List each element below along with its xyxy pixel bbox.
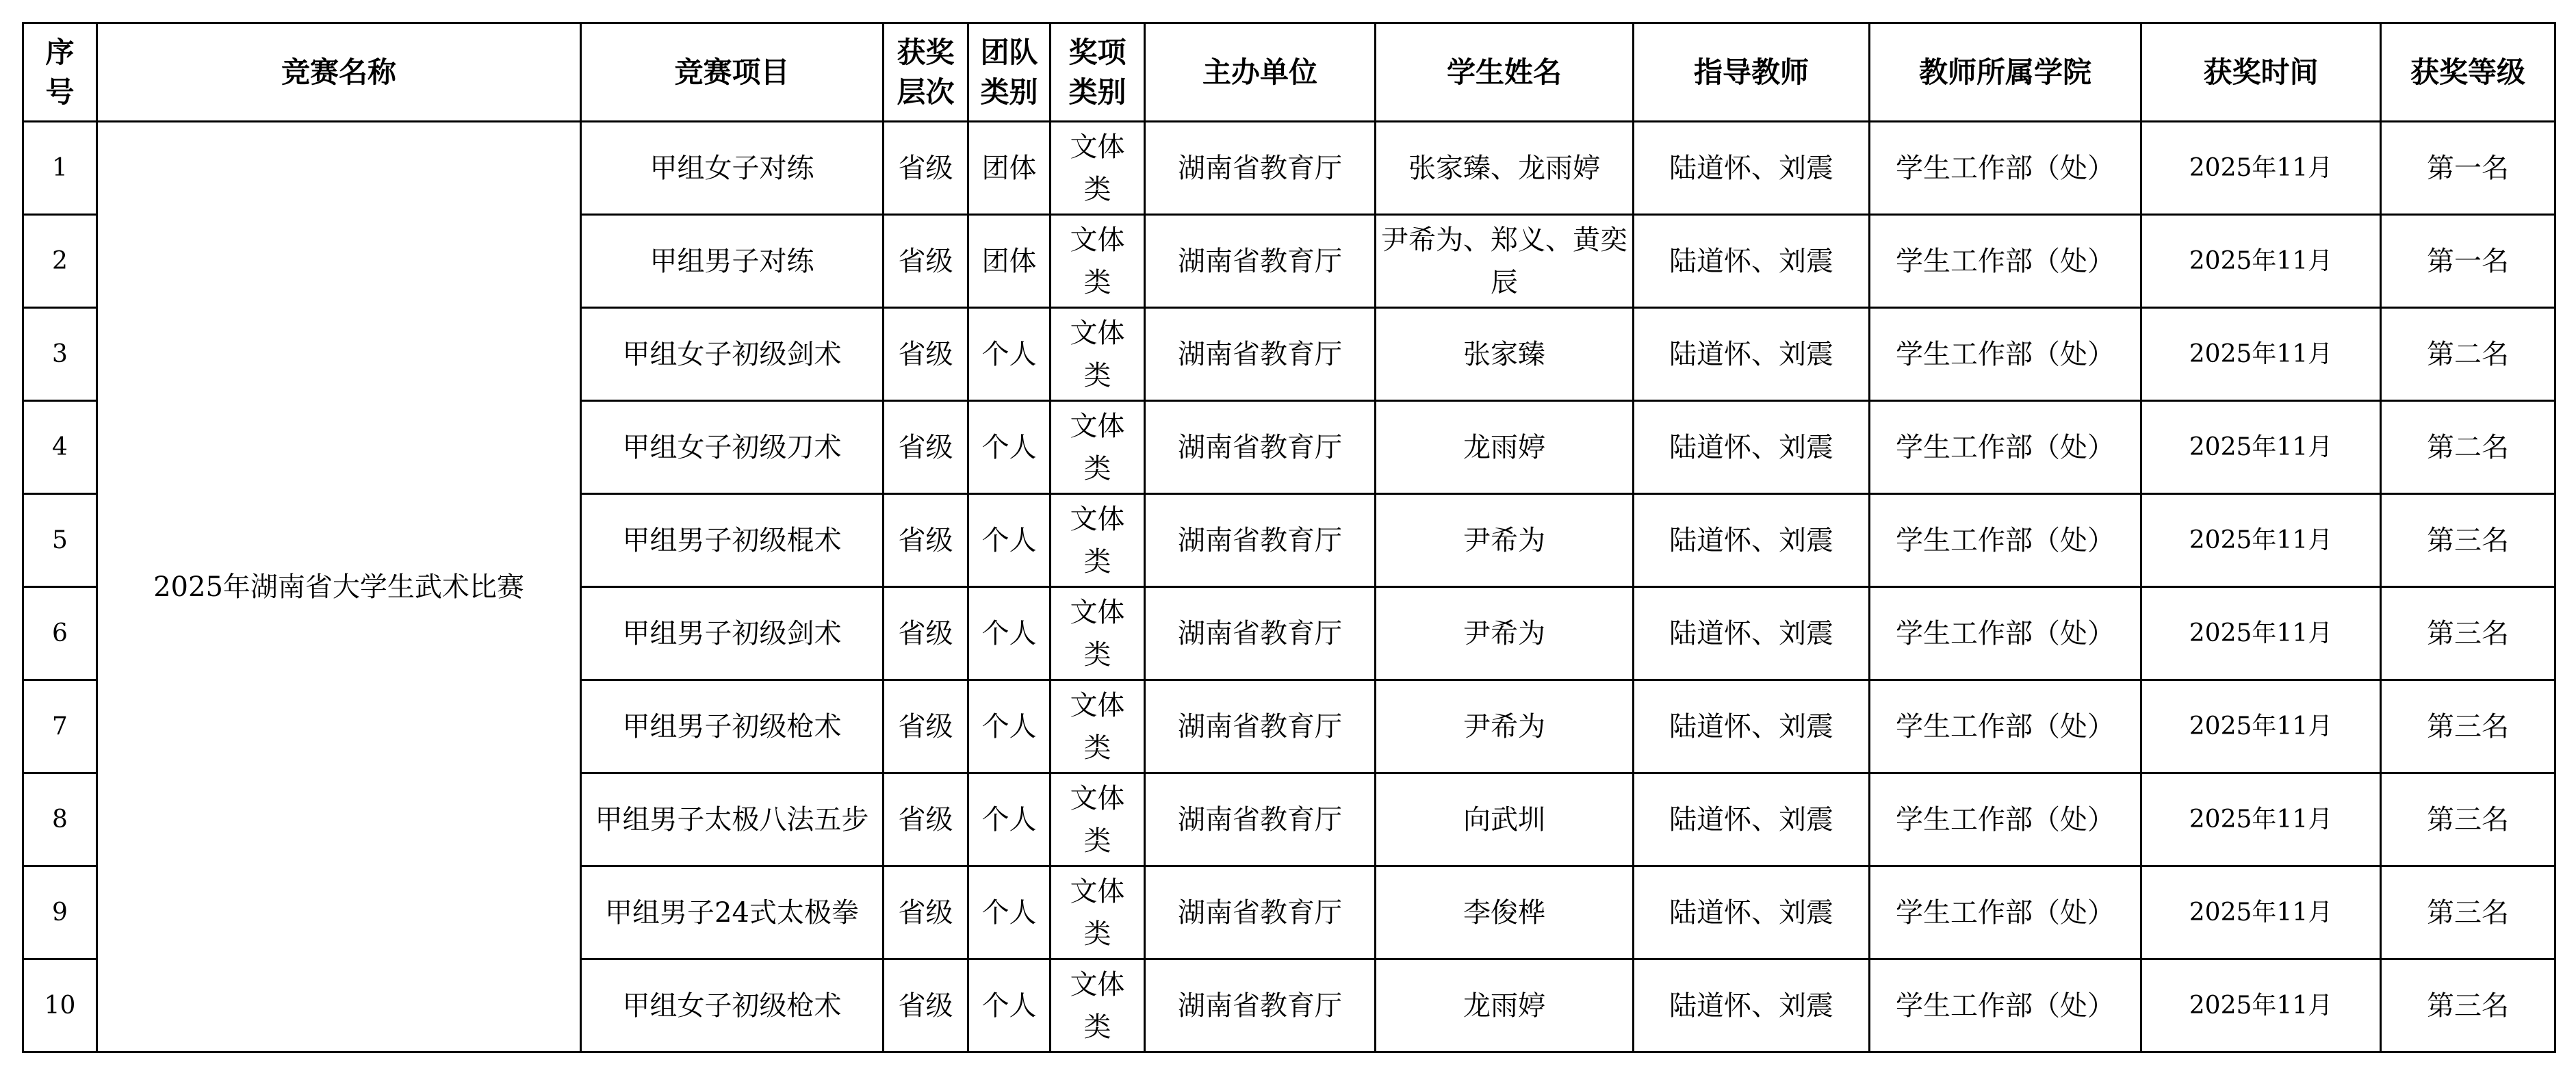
header-index-line1: 序	[45, 35, 75, 69]
cell-award-time: 2025年11月	[2141, 587, 2381, 680]
header-row	[23, 23, 2555, 122]
cell-competition-item: 甲组女子初级枪术	[581, 959, 884, 1052]
cell-advisor-college: 学生工作部（处）	[1870, 680, 2141, 773]
header-competition-name: 竞赛名称	[97, 23, 581, 122]
award-category-line: 文体	[1070, 689, 1125, 721]
cell-index: 3	[23, 308, 97, 401]
header-student-name: 学生姓名	[1376, 23, 1634, 122]
cell-advisor: 陆道怀、刘震	[1634, 587, 1870, 680]
cell-index: 8	[23, 773, 97, 866]
cell-competition-item: 甲组女子对练	[581, 122, 884, 215]
cell-award-category	[1051, 308, 1145, 401]
cell-student-name: 龙雨婷	[1376, 401, 1634, 494]
cell-award-rank: 第三名	[2381, 680, 2555, 773]
award-category-line: 类	[1083, 638, 1111, 671]
cell-organizer: 湖南省教育厅	[1145, 215, 1376, 308]
cell-award-time: 2025年11月	[2141, 866, 2381, 959]
cell-student-name: 李俊桦	[1376, 866, 1634, 959]
cell-student-name: 张家臻、龙雨婷	[1376, 122, 1634, 215]
header-index	[23, 23, 97, 122]
cell-competition-item: 甲组男子初级剑术	[581, 587, 884, 680]
cell-advisor-college: 学生工作部（处）	[1870, 866, 2141, 959]
cell-student-name: 龙雨婷	[1376, 959, 1634, 1052]
cell-advisor-college: 学生工作部（处）	[1870, 587, 2141, 680]
cell-award-time: 2025年11月	[2141, 122, 2381, 215]
cell-award-rank: 第三名	[2381, 587, 2555, 680]
cell-award-category	[1051, 587, 1145, 680]
header-organizer: 主办单位	[1145, 23, 1376, 122]
cell-team-type: 个人	[968, 773, 1051, 866]
cell-advisor: 陆道怀、刘震	[1634, 215, 1870, 308]
cell-index: 2	[23, 215, 97, 308]
cell-team-type: 个人	[968, 587, 1051, 680]
header-team-type-line1: 团队	[980, 35, 1038, 69]
cell-award-time: 2025年11月	[2141, 680, 2381, 773]
cell-index: 1	[23, 122, 97, 215]
award-category-line: 文体	[1070, 131, 1125, 163]
cell-team-type: 个人	[968, 401, 1051, 494]
cell-advisor: 陆道怀、刘震	[1634, 866, 1870, 959]
cell-competition-item: 甲组男子24式太极拳	[581, 866, 884, 959]
cell-award-category	[1051, 959, 1145, 1052]
cell-advisor: 陆道怀、刘震	[1634, 773, 1870, 866]
cell-organizer: 湖南省教育厅	[1145, 866, 1376, 959]
cell-advisor-college: 学生工作部（处）	[1870, 401, 2141, 494]
cell-award-rank: 第一名	[2381, 122, 2555, 215]
cell-competition-item: 甲组男子对练	[581, 215, 884, 308]
cell-award-category	[1051, 215, 1145, 308]
cell-competition-item: 甲组男子太极八法五步	[581, 773, 884, 866]
cell-award-category	[1051, 866, 1145, 959]
cell-index: 10	[23, 959, 97, 1052]
cell-organizer: 湖南省教育厅	[1145, 680, 1376, 773]
cell-award-time: 2025年11月	[2141, 215, 2381, 308]
award-category-line: 类	[1083, 545, 1111, 578]
cell-award-rank: 第三名	[2381, 959, 2555, 1052]
award-category-line: 类	[1083, 359, 1111, 391]
cell-award-level: 省级	[884, 122, 968, 215]
cell-award-rank: 第二名	[2381, 401, 2555, 494]
cell-award-time: 2025年11月	[2141, 401, 2381, 494]
cell-competition-item: 甲组男子初级枪术	[581, 680, 884, 773]
cell-organizer: 湖南省教育厅	[1145, 494, 1376, 587]
cell-index: 4	[23, 401, 97, 494]
cell-advisor: 陆道怀、刘震	[1634, 308, 1870, 401]
table-row	[23, 122, 2555, 215]
cell-team-type: 个人	[968, 308, 1051, 401]
cell-student-name: 尹希为	[1376, 494, 1634, 587]
cell-student-name: 尹希为、郑义、黄奕辰	[1376, 215, 1634, 308]
cell-award-rank: 第二名	[2381, 308, 2555, 401]
cell-team-type: 团体	[968, 122, 1051, 215]
cell-award-rank: 第三名	[2381, 773, 2555, 866]
cell-award-level: 省级	[884, 308, 968, 401]
cell-student-name: 向武圳	[1376, 773, 1634, 866]
cell-award-rank: 第三名	[2381, 866, 2555, 959]
header-award-level	[884, 23, 968, 122]
cell-award-category	[1051, 401, 1145, 494]
cell-award-level: 省级	[884, 494, 968, 587]
cell-advisor-college: 学生工作部（处）	[1870, 959, 2141, 1052]
cell-index: 6	[23, 587, 97, 680]
cell-competition-name: 2025年湖南省大学生武术比赛	[97, 122, 581, 1052]
cell-index: 9	[23, 866, 97, 959]
cell-award-level: 省级	[884, 401, 968, 494]
header-competition-item: 竞赛项目	[581, 23, 884, 122]
award-category-line: 类	[1083, 825, 1111, 857]
award-category-line: 类	[1083, 173, 1111, 205]
award-table	[22, 22, 2556, 1053]
cell-advisor: 陆道怀、刘震	[1634, 494, 1870, 587]
award-category-line: 类	[1083, 918, 1111, 950]
cell-competition-item: 甲组女子初级刀术	[581, 401, 884, 494]
cell-award-category	[1051, 680, 1145, 773]
award-category-line: 类	[1083, 266, 1111, 298]
cell-team-type: 个人	[968, 494, 1051, 587]
cell-award-level: 省级	[884, 680, 968, 773]
cell-advisor-college: 学生工作部（处）	[1870, 773, 2141, 866]
cell-award-category	[1051, 494, 1145, 587]
cell-team-type: 个人	[968, 866, 1051, 959]
cell-award-time: 2025年11月	[2141, 308, 2381, 401]
cell-award-rank: 第一名	[2381, 215, 2555, 308]
cell-student-name: 尹希为	[1376, 680, 1634, 773]
cell-advisor: 陆道怀、刘震	[1634, 680, 1870, 773]
award-category-line: 文体	[1070, 410, 1125, 442]
header-advisor-college: 教师所属学院	[1870, 23, 2141, 122]
cell-competition-item: 甲组女子初级剑术	[581, 308, 884, 401]
cell-advisor-college: 学生工作部（处）	[1870, 122, 2141, 215]
cell-organizer: 湖南省教育厅	[1145, 587, 1376, 680]
cell-student-name: 张家臻	[1376, 308, 1634, 401]
award-category-line: 文体	[1070, 875, 1125, 907]
cell-team-type: 个人	[968, 680, 1051, 773]
cell-award-time: 2025年11月	[2141, 959, 2381, 1052]
header-award-category-line1: 奖项	[1068, 35, 1126, 69]
header-team-type	[968, 23, 1051, 122]
award-category-line: 类	[1083, 732, 1111, 764]
cell-organizer: 湖南省教育厅	[1145, 308, 1376, 401]
header-index-line2: 号	[45, 75, 75, 109]
header-award-rank: 获奖等级	[2381, 23, 2555, 122]
award-category-line: 文体	[1070, 968, 1125, 1000]
header-award-category	[1051, 23, 1145, 122]
cell-award-time: 2025年11月	[2141, 773, 2381, 866]
cell-award-time: 2025年11月	[2141, 494, 2381, 587]
award-category-line: 文体	[1070, 224, 1125, 256]
cell-competition-item: 甲组男子初级棍术	[581, 494, 884, 587]
cell-organizer: 湖南省教育厅	[1145, 959, 1376, 1052]
award-category-line: 文体	[1070, 596, 1125, 628]
cell-index: 7	[23, 680, 97, 773]
cell-award-level: 省级	[884, 866, 968, 959]
cell-award-level: 省级	[884, 773, 968, 866]
cell-team-type: 团体	[968, 215, 1051, 308]
header-team-type-line2: 类别	[980, 75, 1038, 109]
cell-student-name: 尹希为	[1376, 587, 1634, 680]
header-award-category-line2: 类别	[1068, 75, 1126, 109]
award-category-line: 文体	[1070, 317, 1125, 349]
cell-advisor-college: 学生工作部（处）	[1870, 494, 2141, 587]
cell-team-type: 个人	[968, 959, 1051, 1052]
cell-award-rank: 第三名	[2381, 494, 2555, 587]
award-category-line: 类	[1083, 452, 1111, 484]
cell-award-level: 省级	[884, 215, 968, 308]
header-award-level-line1: 获奖	[897, 35, 955, 69]
cell-advisor: 陆道怀、刘震	[1634, 122, 1870, 215]
header-award-level-line2: 层次	[897, 75, 955, 109]
award-category-line: 文体	[1070, 782, 1125, 814]
cell-advisor: 陆道怀、刘震	[1634, 959, 1870, 1052]
cell-advisor: 陆道怀、刘震	[1634, 401, 1870, 494]
header-advisor: 指导教师	[1634, 23, 1870, 122]
award-category-line: 文体	[1070, 503, 1125, 535]
cell-advisor-college: 学生工作部（处）	[1870, 308, 2141, 401]
cell-award-level: 省级	[884, 959, 968, 1052]
cell-award-category	[1051, 773, 1145, 866]
cell-index: 5	[23, 494, 97, 587]
cell-organizer: 湖南省教育厅	[1145, 122, 1376, 215]
cell-organizer: 湖南省教育厅	[1145, 401, 1376, 494]
table-body	[23, 122, 2555, 1052]
cell-organizer: 湖南省教育厅	[1145, 773, 1376, 866]
award-category-line: 类	[1083, 1011, 1111, 1043]
cell-advisor-college: 学生工作部（处）	[1870, 215, 2141, 308]
cell-award-category	[1051, 122, 1145, 215]
header-award-time: 获奖时间	[2141, 23, 2381, 122]
cell-award-level: 省级	[884, 587, 968, 680]
